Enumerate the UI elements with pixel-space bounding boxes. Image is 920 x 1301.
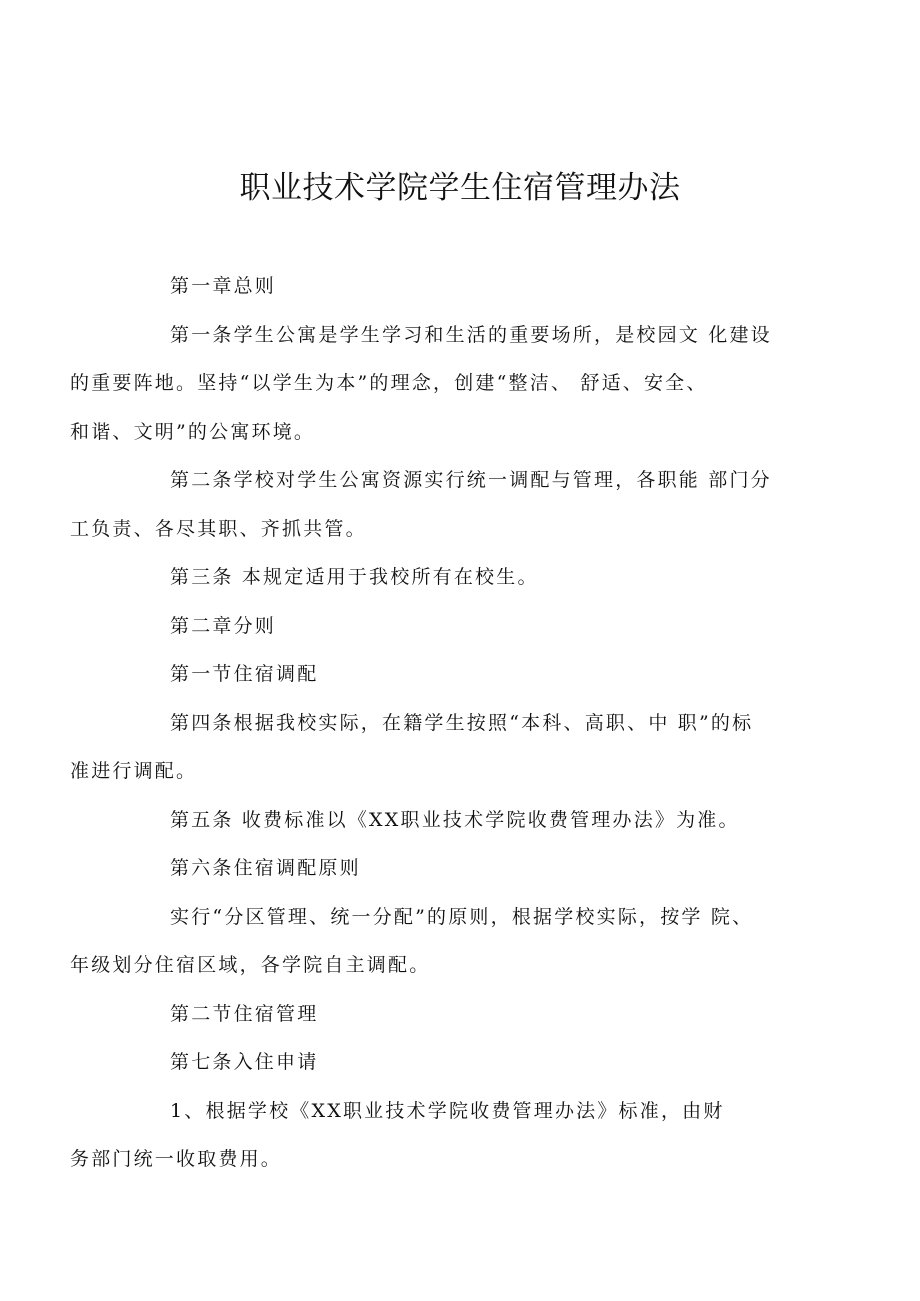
text-line: 年级划分住宿区域，各学院自主调配。	[70, 954, 431, 976]
text-line: 第一章总则	[170, 275, 277, 297]
text-line: 准进行调配。	[70, 760, 198, 782]
text-line: 实行“分区管理、统一分配”的原则，根据学校实际，按学 院、	[170, 905, 754, 928]
text-line: 务部门统一收取费用。	[70, 1148, 283, 1170]
article-paragraph	[70, 893, 800, 990]
article-paragraph	[120, 1038, 800, 1087]
article-paragraph	[70, 699, 800, 796]
article-paragraph	[120, 553, 800, 602]
text-line: 第一节住宿调配	[170, 663, 319, 685]
text-line: 第二节住宿管理	[170, 1002, 319, 1025]
text-line: 第五条 收费标准以《XX职业技术学院收费管理办法》为准。	[170, 808, 740, 831]
text-line: 第三条 本规定适用于我校所有在校生。	[170, 566, 539, 588]
text-line: 第二章分则	[170, 614, 277, 637]
chapter-heading	[120, 262, 800, 311]
document-body	[70, 262, 800, 1184]
text-line: 第六条住宿调配原则	[170, 857, 361, 879]
article-paragraph	[120, 796, 800, 845]
article-paragraph	[70, 456, 800, 553]
section-heading	[120, 650, 800, 699]
article-paragraph	[120, 844, 800, 893]
article-paragraph	[70, 311, 800, 457]
section-heading	[120, 990, 800, 1039]
chapter-heading	[120, 602, 800, 651]
text-line: 的重要阵地。坚持“以学生为本”的理念，创建“整洁、 舒适、安全、	[70, 372, 708, 394]
text-line: 工负责、各尽其职、齐抓共管。	[70, 517, 367, 540]
article-paragraph	[70, 1087, 800, 1184]
text-line: 第二条学校对学生公寓资源实行统一调配与管理，各职能 部门分	[170, 469, 772, 491]
text-line: 和谐、文明”的公寓环境。	[70, 420, 316, 443]
text-line: 第一条学生公寓是学生学习和生活的重要场所，是校园文 化建设	[170, 323, 772, 346]
text-line: 1、根据学校《XX职业技术学院收费管理办法》标准，由财	[170, 1099, 725, 1122]
text-line: 第七条入住申请	[170, 1051, 319, 1073]
text-line: 第四条根据我校实际，在籍学生按照“本科、高职、中 职”的标	[170, 711, 754, 734]
document-title: 职业技术学院学生住宿管理办法	[239, 170, 681, 206]
